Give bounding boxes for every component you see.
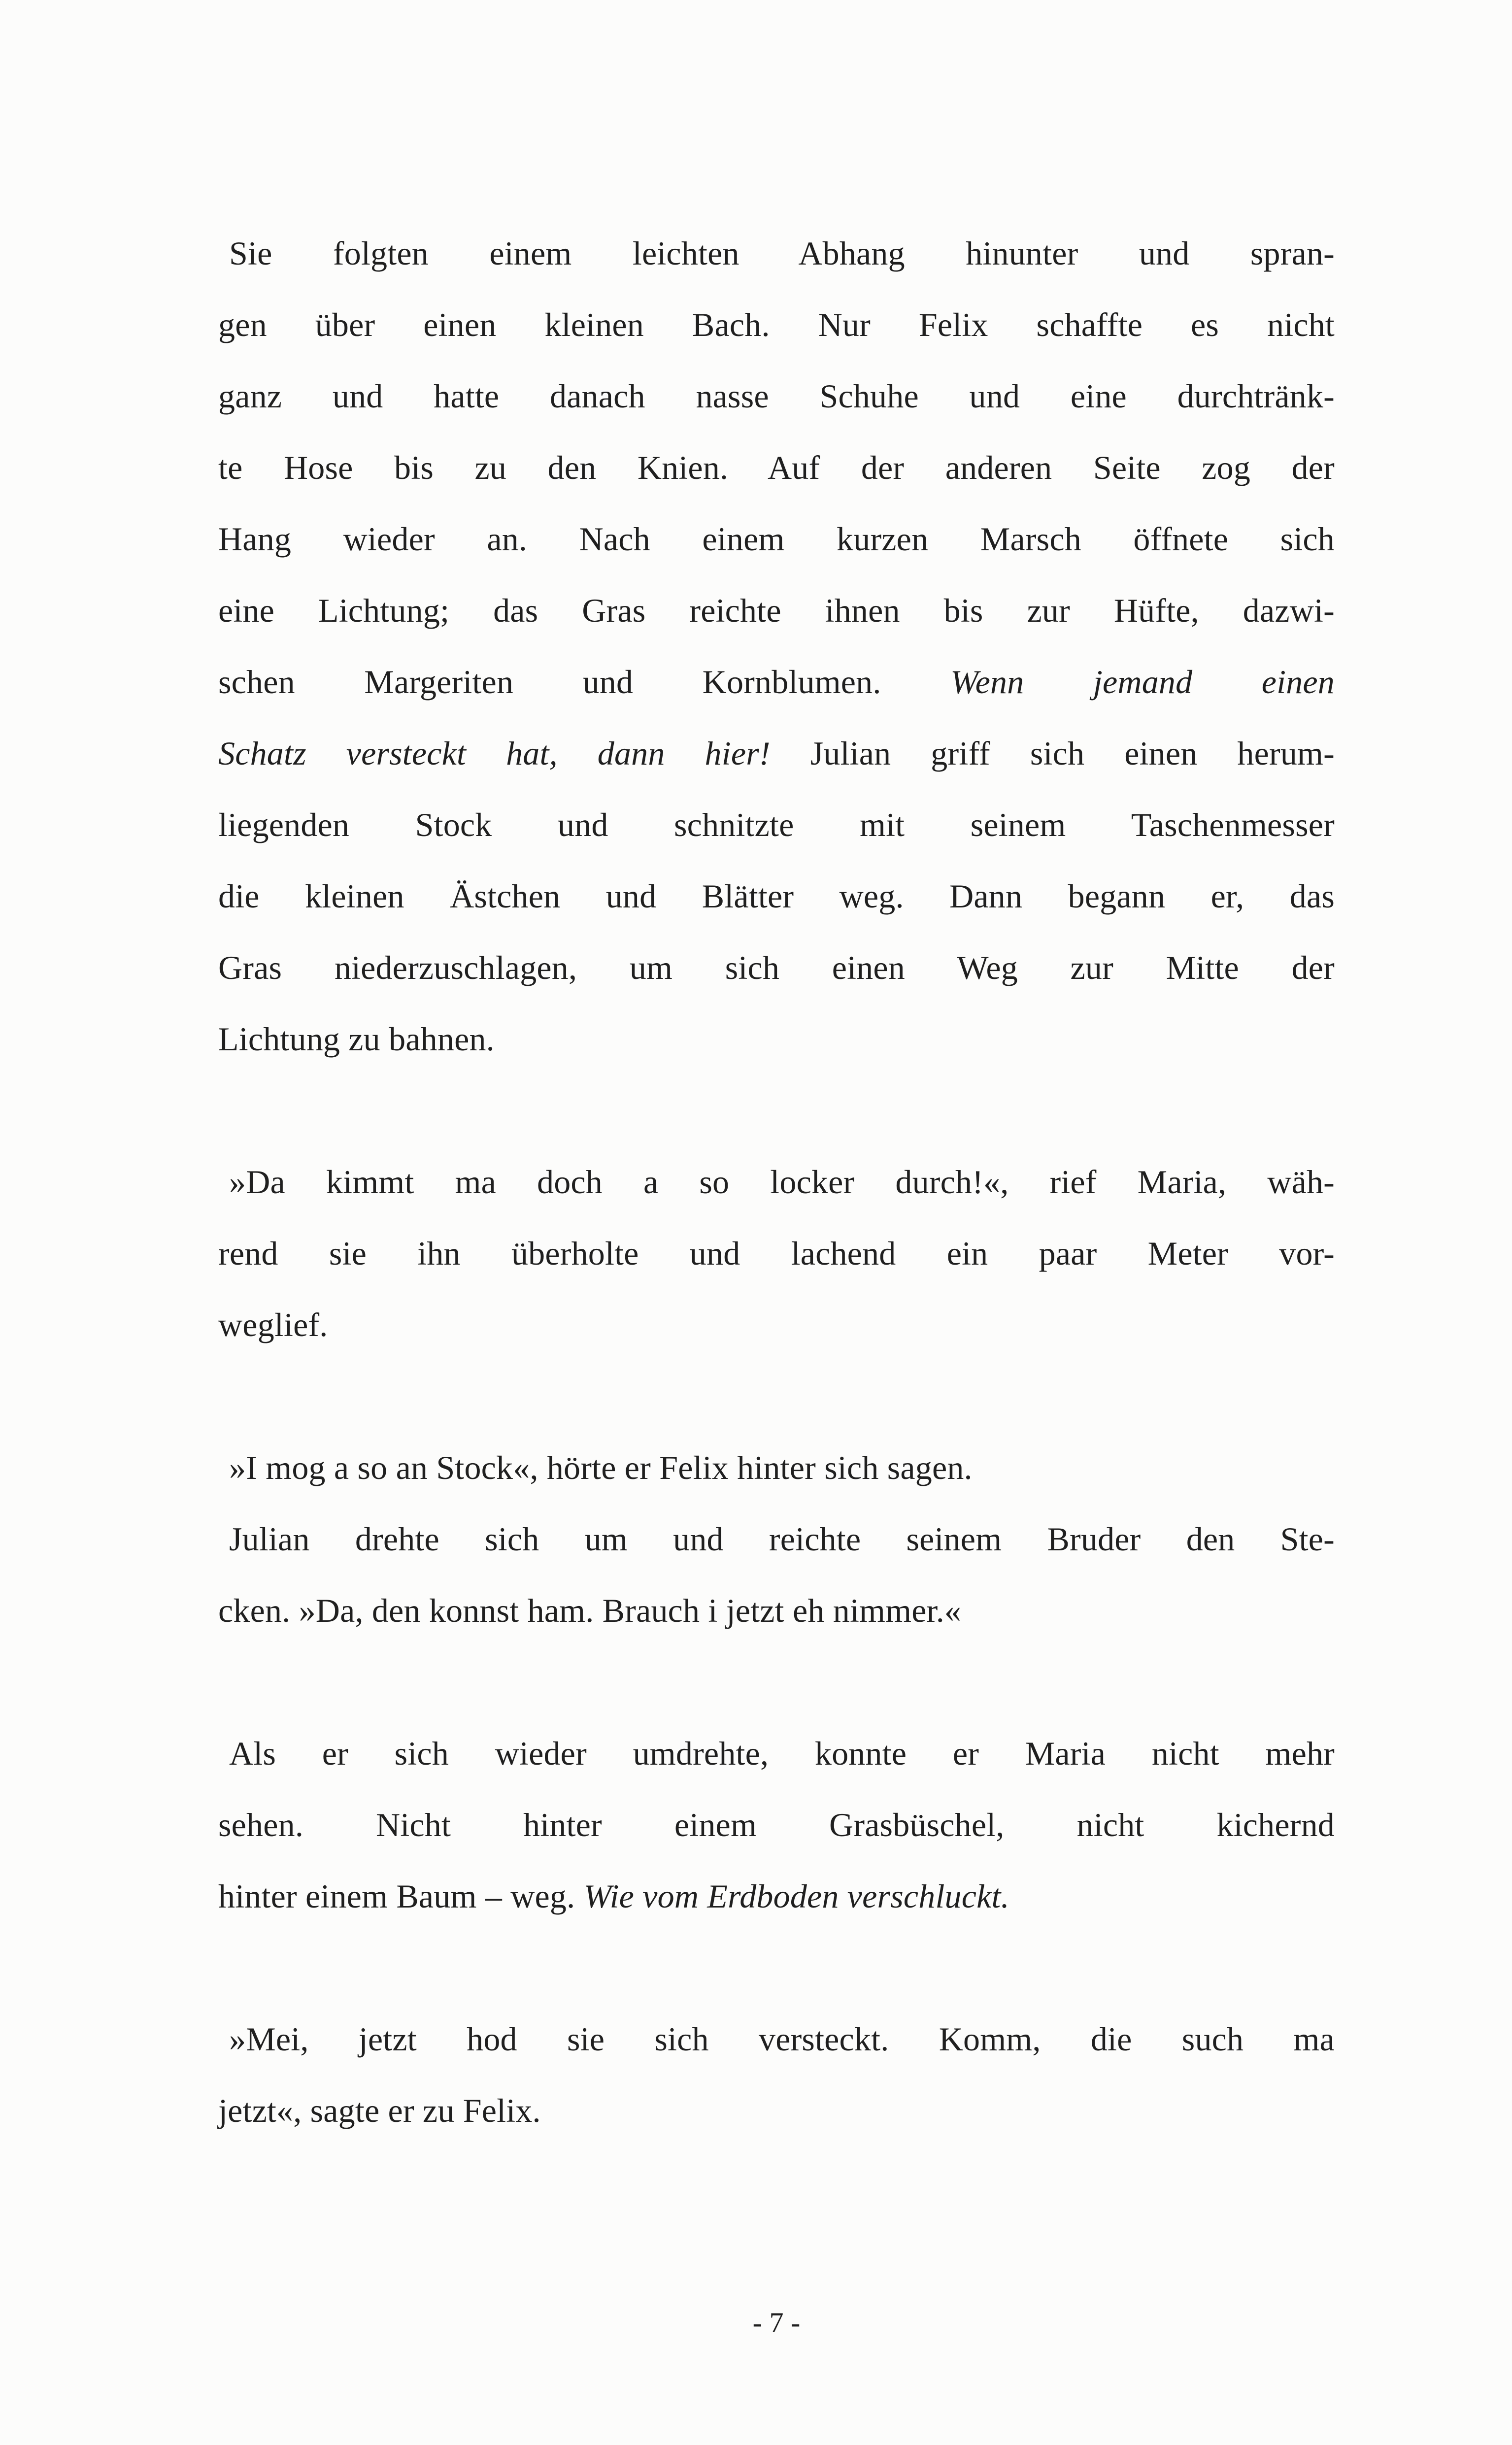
text-segment: rend sie ihn überholte und lachend ein paar Meter vor-: [218, 1235, 1335, 1272]
text-line: [218, 432, 1335, 503]
text-line: [218, 1289, 1335, 1361]
text-line: [218, 1218, 1335, 1289]
italic-text-segment: Schatz versteckt hat, dann hier!: [218, 735, 810, 772]
paragraph: [218, 1504, 1335, 1646]
text-line: [218, 1432, 1335, 1504]
text-line: [218, 932, 1335, 1004]
text-line: [218, 1718, 1335, 1789]
text-line: [218, 2004, 1335, 2075]
text-segment: Julian griff sich einen herum-: [810, 735, 1335, 772]
text-segment: Julian drehte sich um und reichte seinem Bruder den Ste-: [229, 1520, 1335, 1558]
paragraph: [218, 2004, 1335, 2146]
italic-text-segment: Wenn jemand einen: [950, 663, 1335, 701]
text-line: [218, 1789, 1335, 1861]
text-segment: »I mog a so an Stock«, hörte er Felix hinter sich sagen.: [229, 1449, 973, 1486]
text-line: [218, 1146, 1335, 1218]
page-number: - 7 -: [752, 2307, 801, 2339]
text-line: [218, 1575, 1335, 1646]
text-segment: Als er sich wieder umdrehte, konnte er Maria nicht mehr: [229, 1735, 1335, 1772]
text-segment: eine Lichtung; das Gras reichte ihnen bis zur Hüfte, dazwi-: [218, 592, 1335, 629]
text-line: [218, 1861, 1335, 1932]
text-line: [218, 289, 1335, 361]
text-segment: Lichtung zu bahnen.: [218, 1020, 495, 1058]
text-segment: schen Margeriten und Kornblumen.: [218, 663, 951, 701]
italic-text-segment: Wie vom Erdboden verschluckt.: [583, 1877, 1009, 1915]
text-line: [218, 646, 1335, 718]
text-line: [218, 1004, 1335, 1075]
text-segment: hinter einem Baum – weg.: [218, 1877, 584, 1915]
paragraph: [218, 1146, 1335, 1361]
text-segment: ganz und hatte danach nasse Schuhe und eine durchtränk-: [218, 377, 1335, 415]
text-line: [218, 718, 1335, 789]
text-block: [218, 218, 1335, 2146]
text-segment: »Mei, jetzt hod sie sich versteckt. Komm, die such ma: [229, 2020, 1335, 2058]
text-segment: die kleinen Ästchen und Blätter weg. Dann begann er, das: [218, 877, 1335, 915]
text-line: [218, 861, 1335, 932]
text-segment: gen über einen kleinen Bach. Nur Felix schaffte es nicht: [218, 306, 1335, 343]
text-segment: weglief.: [218, 1306, 328, 1343]
text-line: [218, 2075, 1335, 2146]
text-line: [218, 361, 1335, 432]
text-line: [218, 789, 1335, 861]
text-segment: »Da kimmt ma doch a so locker durch!«, rief Maria, wäh-: [229, 1163, 1335, 1201]
text-line: [218, 218, 1335, 289]
text-segment: Gras niederzuschlagen, um sich einen Weg zur Mitte der: [218, 949, 1335, 986]
text-segment: liegenden Stock und schnitzte mit seinem Taschenmesser: [218, 806, 1335, 843]
text-segment: cken. »Da, den konnst ham. Brauch i jetzt eh nimmer.«: [218, 1592, 962, 1629]
text-segment: sehen. Nicht hinter einem Grasbüschel, nicht kichernd: [218, 1806, 1335, 1843]
text-segment: Hang wieder an. Nach einem kurzen Marsch öffnete sich: [218, 520, 1335, 558]
text-line: [218, 1504, 1335, 1575]
paragraph: [218, 1718, 1335, 1932]
text-segment: te Hose bis zu den Knien. Auf der anderen Seite zog der: [218, 449, 1335, 486]
text-segment: jetzt«, sagte er zu Felix.: [218, 2092, 541, 2129]
text-segment: Sie folgten einem leichten Abhang hinunter und spran-: [229, 234, 1335, 272]
paragraph: [218, 1432, 1335, 1504]
paragraph: [218, 218, 1335, 1075]
text-line: [218, 575, 1335, 646]
text-line: [218, 503, 1335, 575]
